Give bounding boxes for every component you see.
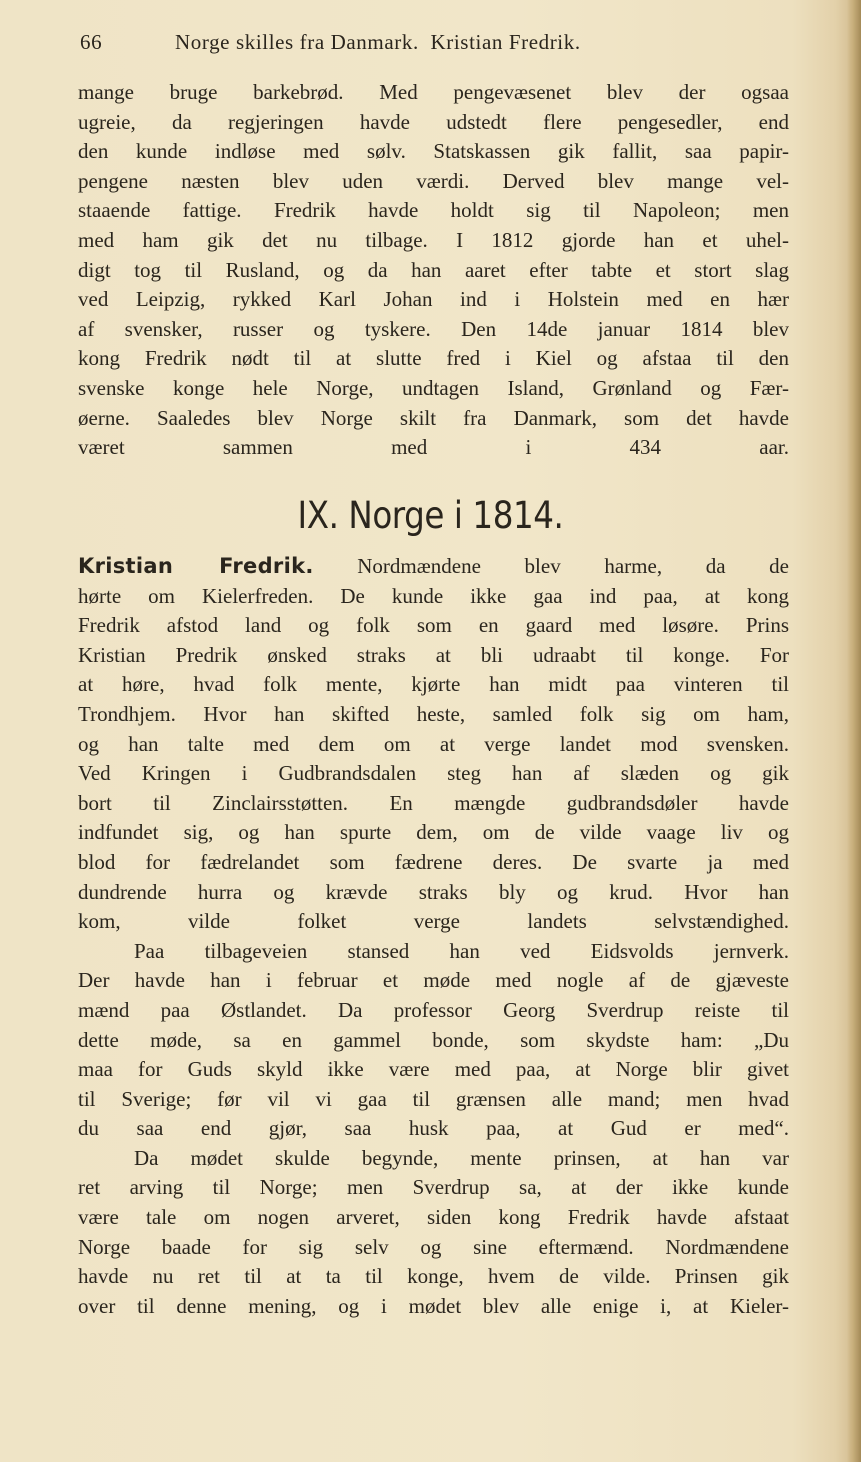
text-line: maa for Guds skyld ikke være med paa, at Norge blir givet bbox=[78, 1057, 789, 1082]
text-line: Da mødet skulde begynde, mente prinsen, at han var bbox=[134, 1145, 789, 1170]
text-line: digt tog til Rusland, og da han aaret efter tabte et stort slag bbox=[78, 257, 789, 282]
text-line: af svensker, russer og tyskere. Den 14de januar 1814 blev bbox=[78, 316, 789, 341]
text-line: Kristian Predrik ønsked straks at bli udraabt til konge. For bbox=[78, 642, 789, 667]
text-line: til Sverige; før vil vi gaa til grænsen alle mand; men hvad bbox=[78, 1086, 789, 1111]
running-header bbox=[80, 30, 800, 62]
text-line: at høre, hvad folk mente, kjørte han midt paa vinteren til bbox=[78, 672, 789, 697]
text-line: ved Leipzig, rykked Karl Johan ind i Holstein med en hær bbox=[78, 287, 789, 312]
page-edge bbox=[847, 0, 861, 1462]
text-line: mange bruge barkebrød. Med pengevæsenet blev der ogsaa bbox=[78, 80, 789, 104]
text-line: hørte om Kielerfreden. De kunde ikke gaa ind paa, at kong bbox=[78, 583, 789, 608]
text-line: pengene næsten blev uden værdi. Derved blev mange vel- bbox=[78, 168, 789, 193]
text-line: dette møde, sa en gammel bonde, som skydste ham: „Du bbox=[78, 1027, 789, 1052]
text-line: Fredrik afstod land og folk som en gaard med løsøre. Prins bbox=[78, 613, 789, 638]
page-number: 66 bbox=[80, 30, 103, 54]
text-line: ugreie, da regjeringen havde udstedt flere pengesedler, end bbox=[78, 109, 789, 134]
text-line: over til denne mening, og i mødet blev alle enige i, at Kieler- bbox=[78, 1293, 789, 1318]
paragraph-1 bbox=[78, 78, 789, 463]
text-line: den kunde indløse med sølv. Statskassen gik fallit, saa papir- bbox=[78, 139, 789, 164]
text-line: staaende fattige. Fredrik havde holdt sig til Napoleon; men bbox=[78, 198, 789, 223]
text-line: Trondhjem. Hvor han skifted heste, samled folk sig om ham, bbox=[78, 701, 789, 726]
text-line: svenske konge hele Norge, undtagen Island, Grønland og Fær- bbox=[78, 375, 789, 400]
text-line: kong Fredrik nødt til at slutte fred i Kiel og afstaa til den bbox=[78, 346, 789, 371]
text-line: mænd paa Østlandet. Da professor Georg Sverdrup reiste til bbox=[78, 997, 789, 1022]
section-subhead: Kristian Fredrik. bbox=[78, 554, 314, 578]
text-line: dundrende hurra og krævde straks bly og krud. Hvor han bbox=[78, 879, 789, 904]
text-line: havde nu ret til at ta til konge, hvem de vilde. Prinsen gik bbox=[78, 1264, 789, 1289]
text-line: indfundet sig, og han spurte dem, om de vilde vaage liv og bbox=[78, 820, 789, 845]
text-line: være tale om nogen arveret, siden kong Fredrik havde afstaat bbox=[78, 1205, 789, 1230]
text-line: øerne. Saaledes blev Norge skilt fra Danmark, som det havde bbox=[78, 405, 789, 430]
chapter-heading: IX. Norge i 1814. bbox=[297, 494, 564, 537]
section-kristian-fredrik bbox=[78, 552, 789, 1321]
text-line: og han talte med dem om at verge landet mod svensken. bbox=[78, 731, 789, 756]
text-line: kom, vilde folket verge landets selvstændighed. bbox=[78, 909, 789, 934]
text-fragment: Nordmændene blev harme, da de bbox=[357, 554, 789, 578]
text-line: Paa tilbageveien stansed han ved Eidsvolds jernverk. bbox=[134, 938, 789, 963]
running-title: Norge skilles fra Danmark. Kristian Fredrik. bbox=[175, 30, 581, 54]
text-line: Ved Kringen i Gudbrandsdalen steg han af slæden og gik bbox=[78, 761, 789, 786]
text-line: været sammen med i 434 aar. bbox=[78, 435, 789, 460]
text-line: Norge baade for sig selv og sine eftermænd. Nordmændene bbox=[78, 1234, 789, 1259]
text-line bbox=[78, 552, 789, 582]
text-line: du saa end gjør, saa husk paa, at Gud er med“. bbox=[78, 1116, 789, 1141]
text-line: med ham gik det nu tilbage. I 1812 gjorde han et uhel- bbox=[78, 227, 789, 252]
text-line: bort til Zinclairsstøtten. En mængde gudbrandsdøler havde bbox=[78, 790, 789, 815]
text-line: Der havde han i februar et møde med nogle af de gjæveste bbox=[78, 968, 789, 993]
text-line: blod for fædrelandet som fædrene deres. De svarte ja med bbox=[78, 849, 789, 874]
text-line: ret arving til Norge; men Sverdrup sa, at der ikke kunde bbox=[78, 1175, 789, 1200]
